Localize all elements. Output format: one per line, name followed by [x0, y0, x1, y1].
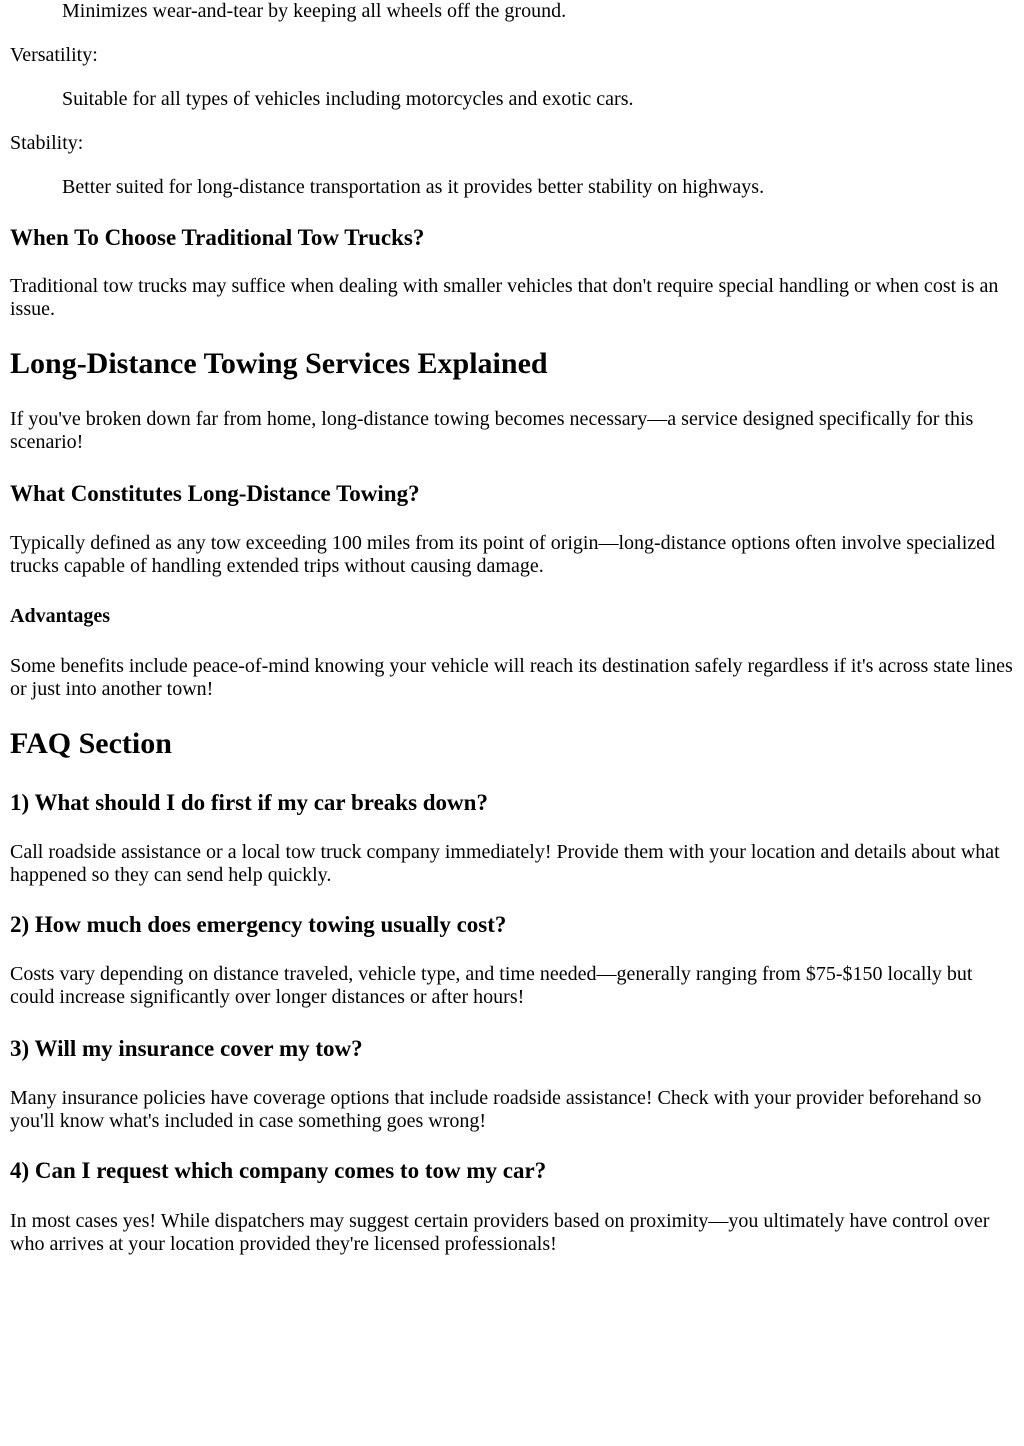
feature-term: Stability:	[10, 132, 84, 154]
faq-answer: Call roadside assistance or a local tow truck company immediately! Provide them with your location and details about what happened so they can send help quickly.	[10, 841, 1000, 886]
feature-term: Versatility:	[10, 44, 98, 66]
paragraph-long-distance-definition: Typically defined as any tow exceeding 100 miles from its point of origin—long-distance options often involve specialized trucks capable of handling extended trips without causing damage.	[10, 532, 996, 577]
section-heading-traditional: When To Choose Traditional Tow Trucks?	[10, 225, 425, 250]
feature-description: Minimizes wear-and-tear by keeping all wheels off the ground.	[62, 0, 567, 22]
section-heading-faq: FAQ Section	[10, 727, 172, 760]
feature-description: Better suited for long-distance transportation as it provides better stability on highways.	[62, 176, 765, 198]
paragraph-long-distance-intro: If you've broken down far from home, long-distance towing becomes necessary—a service designed specifically for this scenario!	[10, 408, 974, 453]
paragraph-advantages: Some benefits include peace-of-mind knowing your vehicle will reach its destination safely regardless if it's across state lines or just into another town!	[10, 655, 1013, 700]
faq-question: 4) Can I request which company comes to tow my car?	[10, 1158, 547, 1183]
faq-question: 3) Will my insurance cover my tow?	[10, 1036, 363, 1061]
faq-answer: Costs vary depending on distance traveled, vehicle type, and time needed—generally ranging from $75-$150 locally but could increase significantly over longer distances or after hours!	[10, 963, 973, 1008]
faq-answer: Many insurance policies have coverage options that include roadside assistance! Check with your provider beforehand so you'll know what's included in case something goes wrong!	[10, 1087, 982, 1132]
paragraph-traditional: Traditional tow trucks may suffice when dealing with smaller vehicles that don't require special handling or when cost is an issue.	[10, 275, 999, 320]
faq-question: 2) How much does emergency towing usually cost?	[10, 912, 507, 937]
faq-question: 1) What should I do first if my car breaks down?	[10, 790, 488, 815]
faq-answer: In most cases yes! While dispatchers may suggest certain providers based on proximity—you ultimately have control over who arrives at your location provided they're licensed professionals!	[10, 1210, 990, 1255]
feature-description: Suitable for all types of vehicles including motorcycles and exotic cars.	[62, 88, 634, 110]
section-heading-long-distance: Long-Distance Towing Services Explained	[10, 347, 548, 380]
section-heading-long-distance-definition: What Constitutes Long-Distance Towing?	[10, 481, 420, 506]
section-heading-advantages: Advantages	[10, 605, 111, 627]
